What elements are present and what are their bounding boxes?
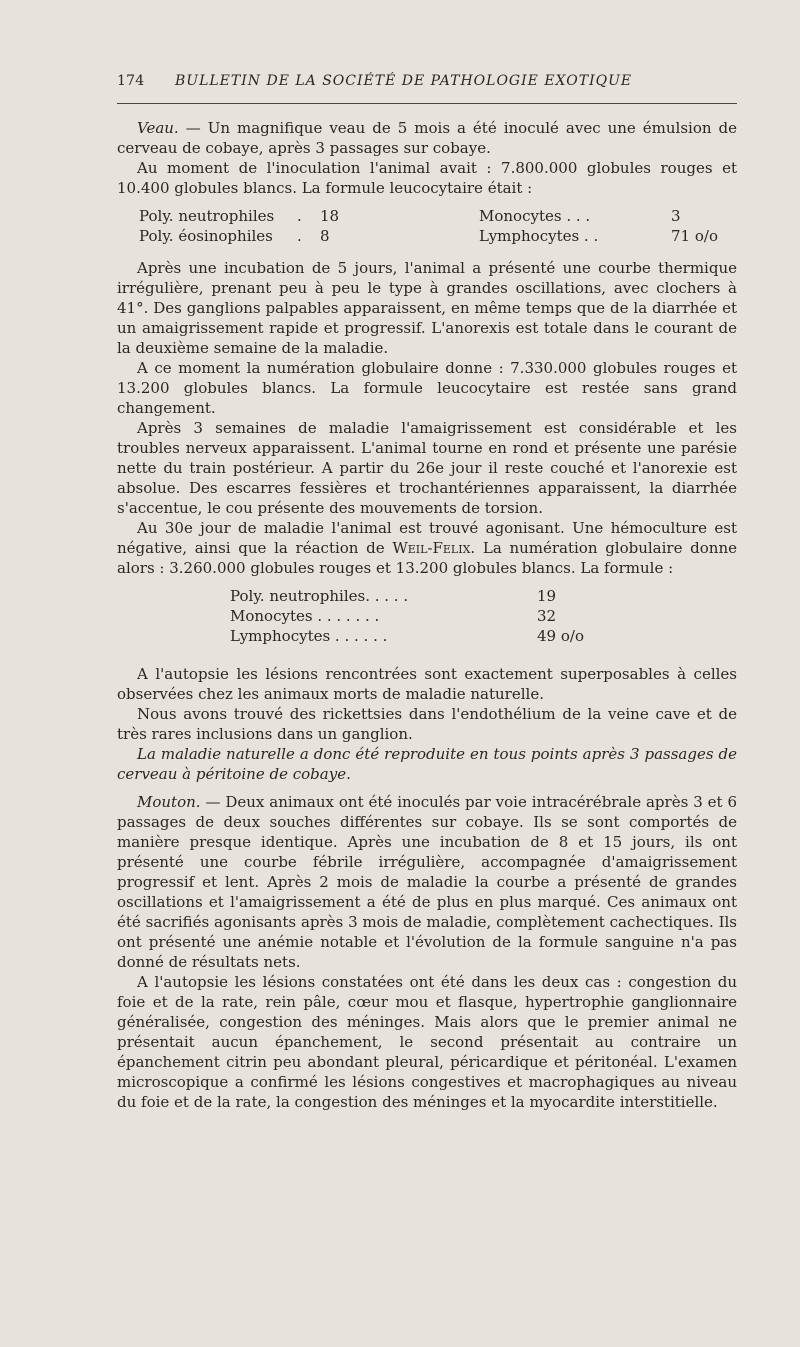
formula-label: Lymphocytes . . . . . .	[230, 627, 388, 645]
formula-value: 71 o/o	[671, 227, 718, 245]
page-number: 174	[117, 73, 145, 89]
paragraph: Au moment de l'inoculation l'animal avait : 7.800.000 globules rouges et 10.400 globules blancs. La formule leucocytaire était :	[117, 159, 737, 197]
formula-dot: .	[297, 227, 302, 245]
article-body	[117, 118, 737, 1112]
paragraph-veau: Veau. — Un magnifique veau de 5 mois a été inoculé avec une émulsion de cerveau de cobaye, après 3 passages sur cobaye.	[117, 119, 737, 157]
leucocyte-formula-initial	[117, 206, 737, 248]
formula-dot: .	[297, 207, 302, 225]
formula-label: Poly. neutrophiles. . . . .	[230, 587, 409, 605]
formula-value: 3	[671, 207, 681, 225]
formula-label: Poly. neutrophiles	[139, 207, 275, 225]
paragraph: A ce moment la numération globulaire donne : 7.330.000 globules rouges et 13.200 globules blancs. La formule leucocytaire est restée sans grand changement.	[117, 359, 737, 417]
formula-value: 8	[320, 227, 330, 245]
formula-label: Poly. éosinophiles	[139, 227, 273, 245]
paragraph: Après 3 semaines de maladie l'amaigrissement est considérable et les troubles nerveux apparaissent. L'animal tourne en rond et présente une parésie nette du train postérieur. A partir du 26e jour il reste couché et l'anorexie est absolue. Des escarres fessières et trochantériennes apparaissent, la diarrhée s'accentue, le cou présente des mouvements de torsion.	[117, 419, 737, 517]
author-name: Weil-Felix	[392, 539, 471, 557]
paragraph: A l'autopsie les lésions constatées ont été dans les deux cas : congestion du foie et de la rate, rein pâle, cœur mou et flasque, hypertrophie ganglionnaire généralisée, congestion des méninges. Mais alors que le premier animal ne présentait aucun épanchement, le second présentait au contraire un épanchement citrin peu abondant pleural, péricardique et péritonéal. L'examen microscopique a confirmé les lésions congestives et macrophagiques au niveau du foie et de la rate, la congestion des méninges et la myocardite interstitielle.	[117, 973, 737, 1111]
paragraph: Après une incubation de 5 jours, l'animal a présenté une courbe thermique irrégulière, prenant peu à peu le type à grandes oscillations, avec clochers à 41°. Des ganglions palpables apparaissent, en même temps que de la diarrhée et un amaigrissement rapide et progressif. L'anorexis est totale dans le courant de la deuxième semaine de la maladie.	[117, 259, 737, 357]
section-label-veau: Veau.	[137, 119, 179, 137]
formula-value: 49 o/o	[537, 627, 584, 645]
paragraph-mouton: Mouton. — Deux animaux ont été inoculés par voie intracérébrale après 3 et 6 passages de deux souches différentes sur cobaye. Ils se sont comportés de manière presque identique. Après une incubation de 8 et 15 jours, ils ont présenté une courbe fébrile irrégulière, accompagnée d'amaigrissement progressif et lent. Après 2 mois de maladie la courbe a présenté de grandes oscillations et l'amaigrissement a été de plus en plus marqué. Ces animaux ont été sacrifiés agonisants après 3 mois de maladie, complètement cachectiques. Ils ont présenté une anémie notable et l'évolution de la formule sanguine n'a pas donné de résultats nets.	[117, 793, 737, 971]
formula-value: 32	[537, 607, 557, 625]
paragraph: A l'autopsie les lésions rencontrées sont exactement superposables à celles observées chez les animaux morts de maladie naturelle.	[117, 665, 737, 703]
formula-value: 18	[320, 207, 340, 225]
conclusion-italic: La maladie naturelle a donc été reproduite en tous points après 3 passages de cerveau à péritoine de cobaye.	[117, 745, 737, 783]
formula-label: Lymphocytes . .	[479, 227, 599, 245]
section-label-mouton: Mouton.	[137, 793, 201, 811]
running-title: BULLETIN DE LA SOCIÉTÉ DE PATHOLOGIE EXOTIQUE	[175, 73, 633, 89]
leucocyte-formula-final	[117, 586, 737, 650]
paragraph: Nous avons trouvé des rickettsies dans l'endothélium de la veine cave et de très rares inclusions dans un ganglion.	[117, 705, 737, 743]
formula-label: Monocytes . . .	[479, 207, 591, 225]
paragraph: Au 30e jour de maladie l'animal est trouvé agonisant. Une hémoculture est négative, ainsi que la réaction de Weil-Felix. La numération globulaire donne alors : 3.260.000 globules rouges et 13.200 globules blancs. La formule :	[117, 519, 737, 577]
header-rule	[117, 103, 737, 104]
formula-label: Monocytes . . . . . . .	[230, 607, 380, 625]
formula-value: 19	[537, 587, 557, 605]
